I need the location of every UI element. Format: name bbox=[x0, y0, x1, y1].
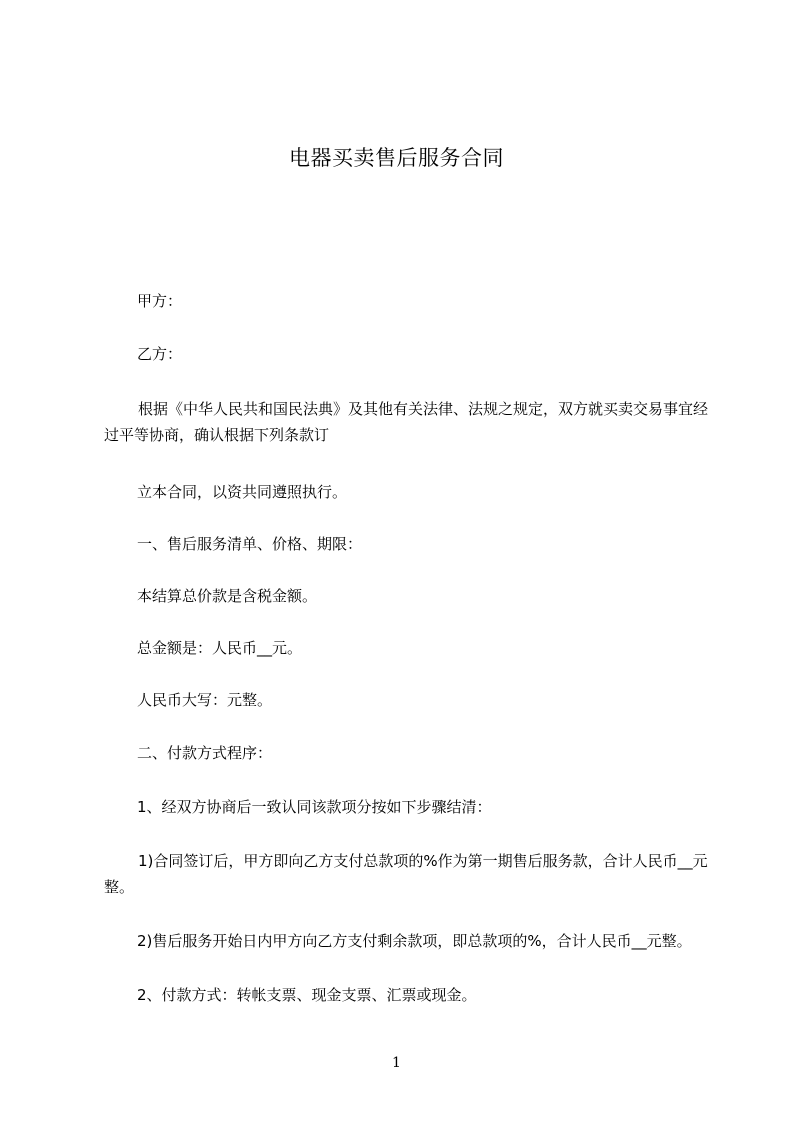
payment-step-2: 2)售后服务开始日内甲方向乙方支付剩余款项，即总款项的%，合计人民币__元整。 bbox=[137, 932, 692, 950]
payment-step-1: 1)合同签订后，甲方即向乙方支付总款项的%作为第一期售后服务款，合计人民币__元整。 bbox=[104, 852, 708, 896]
total-amount: 总金额是：人民币__元。 bbox=[137, 639, 303, 657]
section-one-heading: 一、售后服务清单、价格、期限： bbox=[137, 535, 363, 553]
preamble-paragraph: 根据《中华人民共和国民法典》及其他有关法律、法规之规定，双方就买卖交易事宜经过平等协商，确认根据下列条款订 bbox=[104, 400, 709, 444]
page-number: 1 bbox=[392, 1055, 401, 1071]
party-a-line: 甲方： bbox=[137, 292, 183, 310]
party-b-line: 乙方： bbox=[137, 345, 183, 363]
preamble-continuation: 立本合同，以资共同遵照执行。 bbox=[137, 483, 348, 501]
amount-in-words: 人民币大写：元整。 bbox=[137, 691, 273, 709]
document-title: 电器买卖售后服务合同 bbox=[289, 146, 504, 170]
payment-methods: 2、付款方式：转帐支票、现金支票、汇票或现金。 bbox=[137, 986, 477, 1004]
section-two-heading: 二、付款方式程序： bbox=[137, 744, 273, 762]
tax-note: 本结算总价款是含税金额。 bbox=[137, 587, 318, 605]
payment-steps-intro: 1、经双方协商后一致认同该款项分按如下步骤结清： bbox=[137, 798, 492, 816]
